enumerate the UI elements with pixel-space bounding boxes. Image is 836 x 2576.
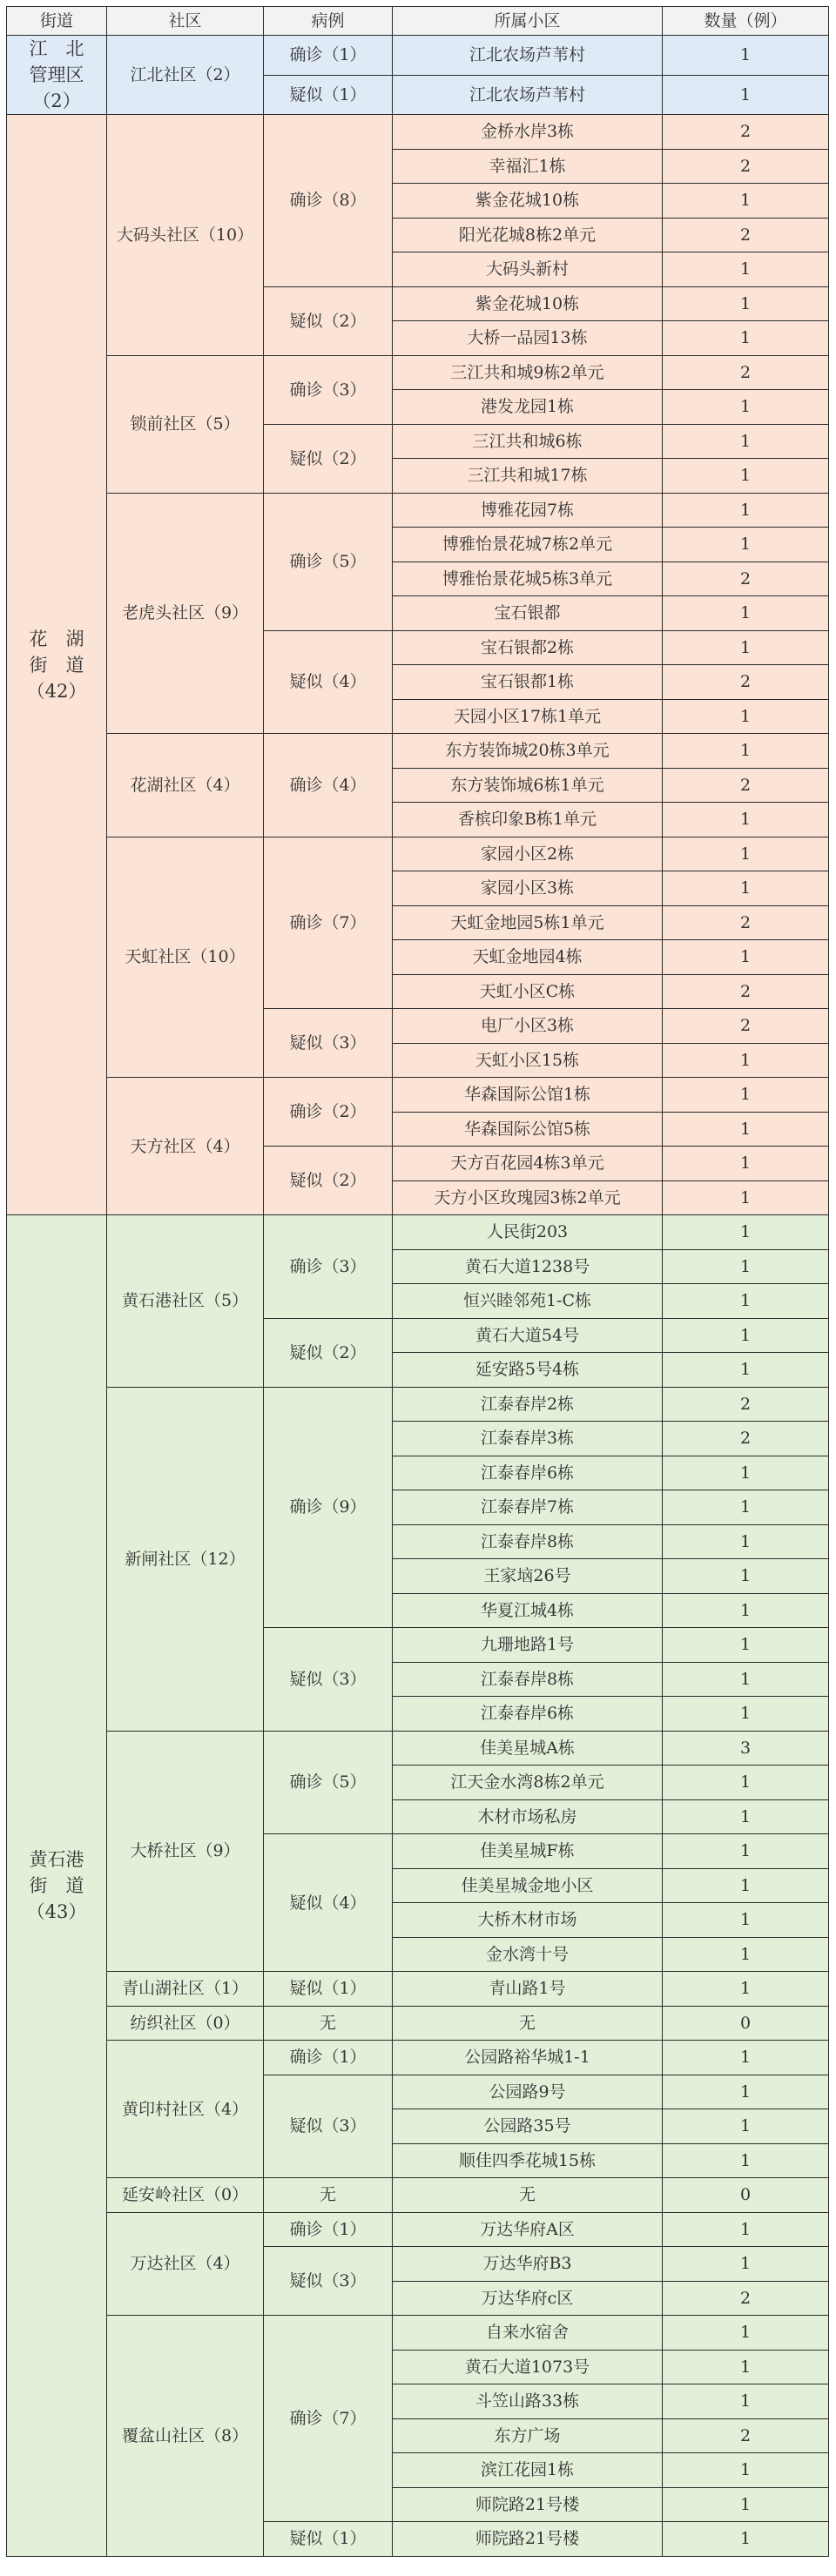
residence-cell: 家园小区2栋 [393, 837, 663, 871]
community-cell: 新闸社区（12） [107, 1387, 264, 1731]
count-cell: 1 [663, 2143, 829, 2178]
case-type-cell: 确诊（1） [264, 2212, 393, 2247]
count-cell: 1 [663, 2075, 829, 2109]
case-type-cell: 疑似（2） [264, 1318, 393, 1387]
community-cell: 天虹社区（10） [107, 837, 264, 1078]
case-type-cell: 疑似（3） [264, 2247, 393, 2316]
count-cell: 1 [663, 1593, 829, 1628]
street-name-line: 街 道 [29, 1874, 84, 1896]
count-cell: 1 [663, 528, 829, 562]
residence-cell: 江北农场芦苇村 [393, 36, 663, 76]
street-name-line: （2） [32, 91, 81, 111]
case-type-cell: 确诊（8） [264, 115, 393, 287]
residence-cell: 公园路35号 [393, 2109, 663, 2144]
table-row [7, 1387, 829, 1422]
case-type-cell: 无 [264, 2178, 393, 2213]
count-cell: 1 [663, 1937, 829, 1972]
community-cell: 江北社区（2） [107, 36, 264, 115]
count-cell: 1 [663, 252, 829, 287]
residence-cell: 无 [393, 2006, 663, 2041]
residence-cell: 宝石银都 [393, 596, 663, 631]
case-distribution-table [6, 6, 829, 2557]
community-cell: 大桥社区（9） [107, 1731, 264, 1972]
residence-cell: 黄石大道1073号 [393, 2350, 663, 2384]
case-type-cell: 疑似（2） [264, 286, 393, 355]
case-type-cell: 疑似（1） [264, 2522, 393, 2557]
case-type-cell: 确诊（3） [264, 355, 393, 424]
count-cell: 2 [663, 1422, 829, 1456]
residence-cell: 阳光花城8栋2单元 [393, 218, 663, 252]
case-type-cell: 确诊（5） [264, 493, 393, 630]
table-row [7, 837, 829, 871]
case-type-cell: 确诊（3） [264, 1215, 393, 1319]
header-case-type: 病例 [264, 7, 393, 36]
residence-cell: 九珊地路1号 [393, 1628, 663, 1663]
residence-cell: 江泰春岸7栋 [393, 1490, 663, 1525]
residence-cell: 东方广场 [393, 2418, 663, 2453]
community-cell: 老虎头社区（9） [107, 493, 264, 734]
street-name-line: 管理区 [29, 64, 84, 85]
street-name-line: 江 北 [29, 38, 84, 59]
residence-cell: 江泰春岸6栋 [393, 1697, 663, 1732]
residence-cell: 江泰春岸6栋 [393, 1456, 663, 1490]
residence-cell: 斗笠山路33栋 [393, 2384, 663, 2419]
count-cell: 1 [663, 1353, 829, 1388]
residence-cell: 天园小区17栋1单元 [393, 699, 663, 734]
residence-cell: 紫金花城10栋 [393, 184, 663, 219]
count-cell: 1 [663, 699, 829, 734]
community-cell: 延安岭社区（0） [107, 2178, 264, 2213]
count-cell: 2 [663, 562, 829, 596]
header-residence: 所属小区 [393, 7, 663, 36]
street-cell [7, 36, 107, 115]
residence-cell: 华夏江城4栋 [393, 1593, 663, 1628]
count-cell: 2 [663, 905, 829, 940]
residence-cell: 师院路21号楼 [393, 2522, 663, 2557]
residence-cell: 华森国际公馆5栋 [393, 1112, 663, 1147]
count-cell: 1 [663, 1180, 829, 1215]
count-cell: 1 [663, 184, 829, 219]
count-cell: 1 [663, 630, 829, 665]
case-type-cell: 疑似（4） [264, 1834, 393, 1972]
count-cell: 1 [663, 734, 829, 769]
count-cell: 1 [663, 321, 829, 356]
count-cell: 1 [663, 424, 829, 459]
case-type-cell: 疑似（3） [264, 2075, 393, 2178]
count-cell: 1 [663, 1697, 829, 1732]
residence-cell: 天虹小区C栋 [393, 974, 663, 1009]
table-row [7, 2178, 829, 2213]
residence-cell: 宝石银都1栋 [393, 665, 663, 700]
residence-cell: 天方小区玫瑰园3栋2单元 [393, 1180, 663, 1215]
community-cell: 大码头社区（10） [107, 115, 264, 356]
residence-cell: 顺佳四季花城15栋 [393, 2143, 663, 2178]
residence-cell: 黄石大道54号 [393, 1318, 663, 1353]
residence-cell: 木材市场私房 [393, 1799, 663, 1834]
count-cell: 2 [663, 768, 829, 803]
count-cell: 1 [663, 2247, 829, 2282]
case-type-cell: 疑似（3） [264, 1628, 393, 1732]
community-cell: 黄石港社区（5） [107, 1215, 264, 1388]
community-cell: 覆盆山社区（8） [107, 2316, 264, 2557]
count-cell: 2 [663, 2418, 829, 2453]
residence-cell: 金水湾十号 [393, 1937, 663, 1972]
table-body [7, 36, 829, 2557]
count-cell: 1 [663, 596, 829, 631]
count-cell: 1 [663, 803, 829, 837]
header-row [7, 7, 829, 36]
count-cell: 1 [663, 2212, 829, 2247]
case-type-cell: 疑似（2） [264, 1147, 393, 1215]
count-cell: 1 [663, 493, 829, 528]
residence-cell: 东方装饰城20栋3单元 [393, 734, 663, 769]
count-cell: 2 [663, 2281, 829, 2316]
count-cell: 1 [663, 1559, 829, 1594]
residence-cell: 博雅怡景花城7栋2单元 [393, 528, 663, 562]
header-street: 街道 [7, 7, 107, 36]
residence-cell: 大桥木材市场 [393, 1903, 663, 1938]
count-cell: 1 [663, 1043, 829, 1078]
count-cell: 1 [663, 36, 829, 76]
case-type-cell: 确诊（7） [264, 837, 393, 1009]
residence-cell: 佳美星城F栋 [393, 1834, 663, 1869]
count-cell: 1 [663, 2453, 829, 2488]
table-row [7, 1972, 829, 2007]
count-cell: 1 [663, 2316, 829, 2351]
count-cell: 1 [663, 1249, 829, 1284]
count-cell: 1 [663, 1972, 829, 2007]
residence-cell: 江泰春岸8栋 [393, 1524, 663, 1559]
residence-cell: 万达华府A区 [393, 2212, 663, 2247]
residence-cell: 佳美星城A栋 [393, 1731, 663, 1766]
case-type-cell: 确诊（7） [264, 2316, 393, 2522]
count-cell: 2 [663, 1009, 829, 1044]
count-cell: 1 [663, 1766, 829, 1800]
table-row [7, 734, 829, 769]
table-row [7, 2316, 829, 2351]
count-cell: 1 [663, 1662, 829, 1697]
case-type-cell: 确诊（1） [264, 2041, 393, 2075]
residence-cell: 江天金水湾8栋2单元 [393, 1766, 663, 1800]
community-cell: 锁前社区（5） [107, 355, 264, 493]
residence-cell: 三江共和城17栋 [393, 459, 663, 494]
table-row [7, 115, 829, 150]
residence-cell: 人民街203 [393, 1215, 663, 1250]
residence-cell: 江北农场芦苇村 [393, 75, 663, 115]
count-cell: 1 [663, 1147, 829, 1181]
count-cell: 1 [663, 1628, 829, 1663]
count-cell: 1 [663, 2350, 829, 2384]
residence-cell: 东方装饰城6栋1单元 [393, 768, 663, 803]
count-cell: 1 [663, 1215, 829, 1250]
residence-cell: 博雅怡景花城5栋3单元 [393, 562, 663, 596]
count-cell: 1 [663, 2522, 829, 2557]
residence-cell: 大码头新村 [393, 252, 663, 287]
residence-cell: 师院路21号楼 [393, 2487, 663, 2522]
count-cell: 1 [663, 459, 829, 494]
table-row [7, 1731, 829, 1766]
count-cell: 1 [663, 1078, 829, 1113]
case-type-cell: 确诊（9） [264, 1387, 393, 1628]
table-row [7, 36, 829, 76]
residence-cell: 自来水宿舍 [393, 2316, 663, 2351]
residence-cell: 天虹小区15栋 [393, 1043, 663, 1078]
table-row [7, 1215, 829, 1250]
residence-cell: 宝石银都2栋 [393, 630, 663, 665]
count-cell: 0 [663, 2006, 829, 2041]
residence-cell: 青山路1号 [393, 1972, 663, 2007]
table-row [7, 493, 829, 528]
count-cell: 1 [663, 871, 829, 906]
count-cell: 1 [663, 1834, 829, 1869]
count-cell: 1 [663, 1490, 829, 1525]
count-cell: 2 [663, 355, 829, 390]
count-cell: 0 [663, 2178, 829, 2213]
count-cell: 1 [663, 75, 829, 115]
table-row [7, 355, 829, 390]
count-cell: 2 [663, 1387, 829, 1422]
count-cell: 1 [663, 1868, 829, 1903]
street-name-line: 黄石港 [29, 1848, 84, 1870]
count-cell: 2 [663, 218, 829, 252]
count-cell: 1 [663, 1318, 829, 1353]
count-cell: 1 [663, 2109, 829, 2144]
residence-cell: 天虹金地园4栋 [393, 940, 663, 975]
residence-cell: 无 [393, 2178, 663, 2213]
residence-cell: 三江共和城6栋 [393, 424, 663, 459]
residence-cell: 天方百花园4栋3单元 [393, 1147, 663, 1181]
residence-cell: 幸福汇1栋 [393, 149, 663, 184]
residence-cell: 公园路裕华城1-1 [393, 2041, 663, 2075]
residence-cell: 江泰春岸8栋 [393, 1662, 663, 1697]
community-cell: 青山湖社区（1） [107, 1972, 264, 2007]
residence-cell: 博雅花园7栋 [393, 493, 663, 528]
count-cell: 3 [663, 1731, 829, 1766]
case-type-cell: 疑似（1） [264, 75, 393, 115]
residence-cell: 江泰春岸2栋 [393, 1387, 663, 1422]
residence-cell: 金桥水岸3栋 [393, 115, 663, 150]
street-cell [7, 115, 107, 1215]
table-row [7, 2041, 829, 2075]
residence-cell: 黄石大道1238号 [393, 1249, 663, 1284]
case-type-cell: 无 [264, 2006, 393, 2041]
residence-cell: 王家垴26号 [393, 1559, 663, 1594]
residence-cell: 延安路5号4栋 [393, 1353, 663, 1388]
count-cell: 1 [663, 2384, 829, 2419]
count-cell: 1 [663, 286, 829, 321]
residence-cell: 华森国际公馆1栋 [393, 1078, 663, 1113]
count-cell: 1 [663, 1456, 829, 1490]
table-row [7, 2006, 829, 2041]
case-type-cell: 确诊（1） [264, 36, 393, 76]
count-cell: 1 [663, 2487, 829, 2522]
residence-cell: 紫金花城10栋 [393, 286, 663, 321]
street-name-line: （42） [26, 680, 87, 702]
residence-cell: 恒兴睦邻苑1-C栋 [393, 1284, 663, 1319]
count-cell: 1 [663, 1112, 829, 1147]
residence-cell: 电厂小区3栋 [393, 1009, 663, 1044]
street-name-line: 花 湖 [29, 628, 84, 649]
case-type-cell: 确诊（2） [264, 1078, 393, 1147]
residence-cell: 三江共和城9栋2单元 [393, 355, 663, 390]
residence-cell: 公园路9号 [393, 2075, 663, 2109]
header-community: 社区 [107, 7, 264, 36]
header-count: 数量（例） [663, 7, 829, 36]
residence-cell: 家园小区3栋 [393, 871, 663, 906]
count-cell: 2 [663, 115, 829, 150]
residence-cell: 天虹金地园5栋1单元 [393, 905, 663, 940]
residence-cell: 香槟印象B栋1单元 [393, 803, 663, 837]
residence-cell: 江泰春岸3栋 [393, 1422, 663, 1456]
community-cell: 天方社区（4） [107, 1078, 264, 1215]
community-cell: 纺织社区（0） [107, 2006, 264, 2041]
count-cell: 1 [663, 837, 829, 871]
community-cell: 黄印村社区（4） [107, 2041, 264, 2178]
case-type-cell: 疑似（3） [264, 1009, 393, 1078]
residence-cell: 滨江花园1栋 [393, 2453, 663, 2488]
count-cell: 2 [663, 974, 829, 1009]
street-cell [7, 1215, 107, 2557]
street-name-line: （43） [26, 1900, 87, 1922]
residence-cell: 大桥一品园13栋 [393, 321, 663, 356]
community-cell: 万达社区（4） [107, 2212, 264, 2316]
count-cell: 1 [663, 2041, 829, 2075]
residence-cell: 佳美星城金地小区 [393, 1868, 663, 1903]
case-type-cell: 疑似（2） [264, 424, 393, 493]
count-cell: 1 [663, 1903, 829, 1938]
count-cell: 1 [663, 1284, 829, 1319]
table-row [7, 2212, 829, 2247]
residence-cell: 万达华府c区 [393, 2281, 663, 2316]
count-cell: 1 [663, 1524, 829, 1559]
community-cell: 花湖社区（4） [107, 734, 264, 837]
case-type-cell: 确诊（5） [264, 1731, 393, 1834]
street-name-line: 街 道 [29, 654, 84, 676]
residence-cell: 港发龙园1栋 [393, 390, 663, 425]
case-type-cell: 疑似（4） [264, 630, 393, 734]
count-cell: 1 [663, 390, 829, 425]
table-row [7, 1078, 829, 1113]
residence-cell: 万达华府B3 [393, 2247, 663, 2282]
count-cell: 1 [663, 940, 829, 975]
case-type-cell: 确诊（4） [264, 734, 393, 837]
case-type-cell: 疑似（1） [264, 1972, 393, 2007]
count-cell: 2 [663, 665, 829, 700]
count-cell: 2 [663, 149, 829, 184]
count-cell: 1 [663, 1799, 829, 1834]
